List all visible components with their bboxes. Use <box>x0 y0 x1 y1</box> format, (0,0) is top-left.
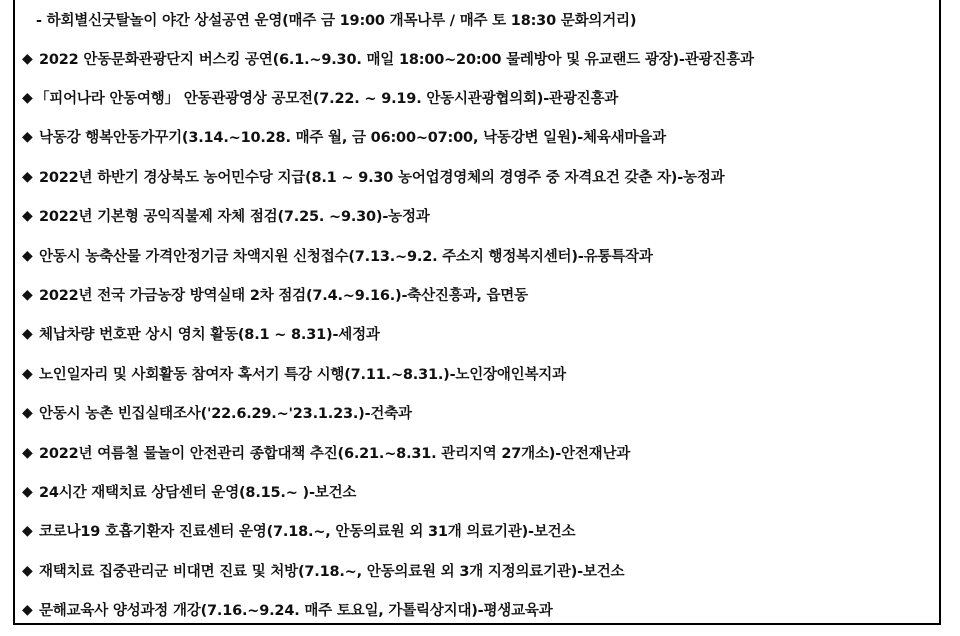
list-item-text: 24시간 재택치료 상담센터 운영(8.15.~ )-보건소 <box>39 485 357 501</box>
list-item-text: 2022년 전국 가금농장 방역실태 2차 점검(7.4.~9.16.)-축산진흥과, 읍면동 <box>39 288 528 304</box>
list-item-text: 낙동강 행복안동가꾸기(3.14.~10.28. 매주 월, 금 06:00~07:00, 낙동강변 일원)-체육새마을과 <box>39 130 666 146</box>
diamond-bullet-icon: ◆ <box>22 89 33 106</box>
diamond-bullet-icon: ◆ <box>22 50 33 67</box>
intro-text: - 하회별신굿탈놀이 야간 상설공연 운영(매주 금 19:00 개목나루 / 매주 토 18:30 문화의거리) <box>36 13 637 29</box>
list-item <box>15 551 939 590</box>
diamond-bullet-icon: ◆ <box>22 207 33 224</box>
list-item <box>15 393 939 432</box>
diamond-bullet-icon: ◆ <box>22 365 33 382</box>
diamond-bullet-icon: ◆ <box>22 562 33 579</box>
intro-line <box>15 0 939 39</box>
list-item-text: 2022년 기본형 공익직불제 자체 점검(7.25. ~9.30)-농정과 <box>39 209 430 225</box>
diamond-bullet-icon: ◆ <box>22 404 33 421</box>
list-item <box>15 39 939 78</box>
list-item-text: 노인일자리 및 사회활동 참여자 혹서기 특강 시행(7.11.~8.31.)-노인장애인복지과 <box>39 367 566 383</box>
list-item <box>15 590 939 629</box>
list-item <box>15 511 939 550</box>
diamond-bullet-icon: ◆ <box>22 286 33 303</box>
diamond-bullet-icon: ◆ <box>22 325 33 342</box>
diamond-bullet-icon: ◆ <box>22 168 33 185</box>
list-item-text: 2022년 여름철 물놀이 안전관리 종합대책 추진(6.21.~8.31. 관리지역 27개소)-안전재난과 <box>39 446 631 462</box>
list-item-text: 안동시 농촌 빈집실태조사('22.6.29.~'23.1.23.)-건축과 <box>39 406 412 422</box>
list-item <box>15 433 939 472</box>
diamond-bullet-icon: ◆ <box>22 444 33 461</box>
list-item <box>15 354 939 393</box>
list-item-text: 코로나19 호흡기환자 진료센터 운영(7.18.~, 안동의료원 외 31개 의료기관)-보건소 <box>39 524 576 540</box>
list-item <box>15 157 939 196</box>
diamond-bullet-icon: ◆ <box>22 247 33 264</box>
list-item-text: 재택치료 집중관리군 비대면 진료 및 처방(7.18.~, 안동의료원 외 3개 지정의료기관)-보건소 <box>39 564 625 580</box>
diamond-bullet-icon: ◆ <box>22 128 33 145</box>
list-item <box>15 196 939 235</box>
list-item-text: 「피어나라 안동여행」 안동관광영상 공모전(7.22. ~ 9.19. 안동시관광협의회)-관광진흥과 <box>35 91 619 107</box>
diamond-bullet-icon: ◆ <box>22 601 33 618</box>
diamond-bullet-icon: ◆ <box>22 522 33 539</box>
list-item-text: 2022년 하반기 경상북도 농어민수당 지급(8.1 ~ 9.30 농어업경영체의 경영주 중 자격요건 갖춘 자)-농정과 <box>39 170 725 186</box>
list-item-text: 체납차량 번호판 상시 영치 활동(8.1 ~ 8.31)-세정과 <box>39 327 380 343</box>
list-item <box>15 78 939 117</box>
list-item <box>15 275 939 314</box>
list-item <box>15 236 939 275</box>
list-item-text: 문해교육사 양성과정 개강(7.16.~9.24. 매주 토요일, 가톨릭상지대)-평생교육과 <box>39 603 553 619</box>
list-item <box>15 314 939 353</box>
list-item-text: 안동시 농축산물 가격안정기금 차액지원 신청접수(7.13.~9.2. 주소지 행정복지센터)-유통특작과 <box>39 249 653 265</box>
diamond-bullet-icon: ◆ <box>22 483 33 500</box>
list-item <box>15 117 939 156</box>
document-frame <box>13 0 941 625</box>
list-item <box>15 472 939 511</box>
list-item-text: 2022 안동문화관광단지 버스킹 공연(6.1.~9.30. 매일 18:00~20:00 물레방아 및 유교랜드 광장)-관광진흥과 <box>39 52 754 68</box>
